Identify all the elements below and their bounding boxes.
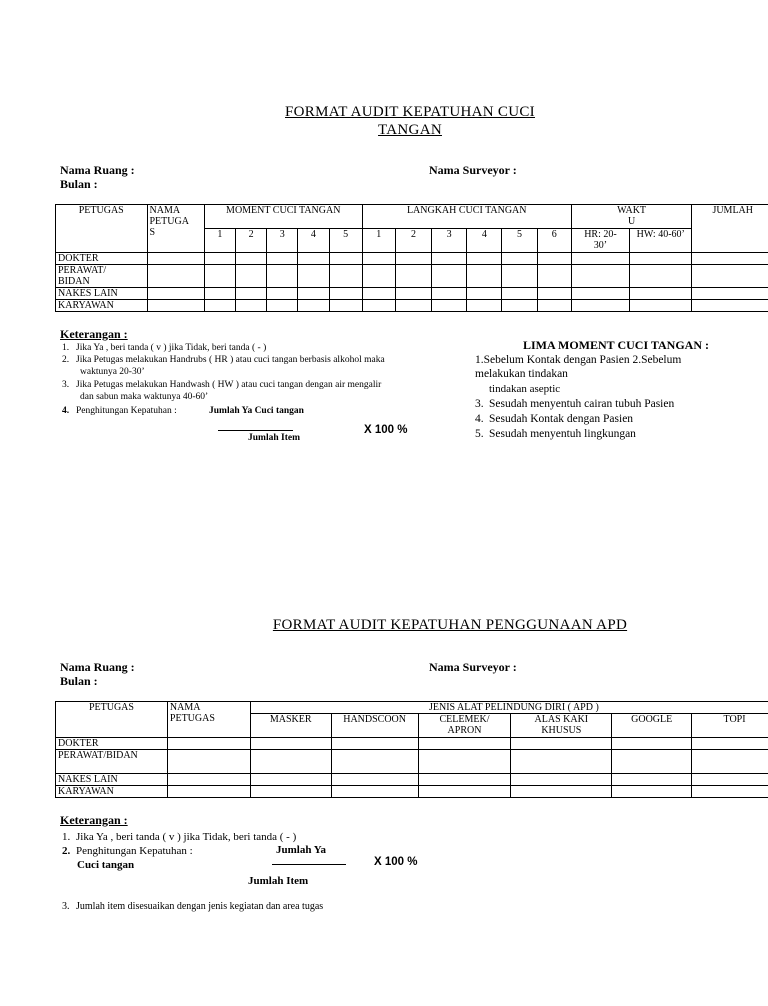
form2-times100: X 100 % bbox=[374, 856, 418, 868]
form1-note-3: 3. Jika Petugas melakukan Handwash ( HW ) atau cuci tangan dengan air mengalir bbox=[62, 380, 382, 390]
langkah-num: 3 bbox=[432, 229, 467, 253]
form1-times100: X 100 % bbox=[364, 424, 408, 436]
moment-num: 2 bbox=[235, 229, 266, 253]
header-moment: MOMENT CUCI TANGAN bbox=[204, 205, 362, 229]
header-langkah: LANGKAH CUCI TANGAN bbox=[362, 205, 571, 229]
lima-item-1c: tindakan aseptic bbox=[489, 383, 561, 395]
form1-note-2b: waktunya 20-30’ bbox=[80, 367, 145, 377]
form1-nama-ruang-label: Nama Ruang : bbox=[60, 163, 135, 177]
form1-denominator: Jumlah Item bbox=[248, 433, 300, 443]
form2-title: FORMAT AUDIT KEPATUHAN PENGGUNAAN APD bbox=[272, 617, 628, 633]
form2-note-3: 3. Jumlah item disesuaikan dengan jenis kegiatan dan area tugas bbox=[62, 901, 324, 912]
apd-header-petugas: PETUGAS bbox=[56, 702, 168, 738]
form2-denominator: Jumlah Item bbox=[248, 875, 309, 887]
lima-item-3: 3. Sesudah menyentuh cairan tubuh Pasien bbox=[475, 398, 675, 410]
row-label-perawat: PERAWAT/ BIDAN bbox=[56, 265, 148, 288]
form1-keterangan: Keterangan : bbox=[60, 327, 128, 341]
apd-col-topi: TOPI bbox=[692, 714, 768, 738]
header-petugas: PETUGAS bbox=[56, 205, 148, 253]
lima-item-1b: melakukan tindakan bbox=[475, 368, 568, 380]
langkah-num: 6 bbox=[537, 229, 571, 253]
apd-row-perawat: PERAWAT/BIDAN bbox=[56, 750, 168, 774]
form1-audit-table bbox=[55, 204, 768, 312]
row-label-dokter: DOKTER bbox=[56, 253, 148, 265]
form2-note-2: 2. Penghitungan Kepatuhan : bbox=[62, 845, 193, 857]
waktu-hw: HW: 40-60’ bbox=[630, 229, 692, 253]
langkah-num: 4 bbox=[467, 229, 502, 253]
form1-bulan-label: Bulan : bbox=[60, 177, 98, 191]
header-jumlah: JUMLAH bbox=[692, 205, 768, 253]
apd-row-karyawan: KARYAWAN bbox=[56, 786, 168, 798]
form2-note-1: 1. Jika Ya , beri tanda ( v ) jika Tidak, beri tanda ( - ) bbox=[62, 831, 297, 843]
moment-num: 1 bbox=[204, 229, 235, 253]
header-nama-petugas: NAMA PETUGA S bbox=[147, 205, 204, 253]
form2-apd-table bbox=[55, 701, 768, 798]
form1-note-1: 1. Jika Ya , beri tanda ( v ) jika Tidak, beri tanda ( - ) bbox=[62, 343, 267, 353]
apd-col-alas-kaki: ALAS KAKI KHUSUS bbox=[511, 714, 612, 738]
form1-note-3b: dan sabun maka waktunya 40-60’ bbox=[80, 392, 209, 402]
form2-numerator-b: Cuci tangan bbox=[77, 859, 135, 871]
apd-col-handscoon: HANDSCOON bbox=[331, 714, 418, 738]
form1-title-line2: TANGAN bbox=[378, 122, 442, 138]
apd-col-google: GOOGLE bbox=[612, 714, 692, 738]
apd-row-dokter: DOKTER bbox=[56, 738, 168, 750]
form2-fraction-line bbox=[272, 864, 346, 865]
form1-note-4: 4. Penghitungan Kepatuhan : bbox=[62, 406, 177, 416]
apd-header-jenis: JENIS ALAT PELINDUNG DIRI ( APD ) bbox=[250, 702, 768, 714]
waktu-hr: HR: 20- 30’ bbox=[571, 229, 629, 253]
lima-item-4: 4. Sesudah Kontak dengan Pasien bbox=[475, 413, 634, 425]
lima-moment-title: LIMA MOMENT CUCI TANGAN : bbox=[523, 338, 710, 352]
moment-num: 5 bbox=[329, 229, 362, 253]
moment-num: 3 bbox=[267, 229, 298, 253]
lima-item-1: 1.Sebelum Kontak dengan Pasien 2.Sebelum bbox=[475, 354, 682, 366]
form2-nama-surveyor-label: Nama Surveyor : bbox=[429, 660, 517, 674]
langkah-num: 5 bbox=[502, 229, 537, 253]
moment-num: 4 bbox=[298, 229, 329, 253]
form2-nama-ruang-label: Nama Ruang : bbox=[60, 660, 135, 674]
form2-keterangan: Keterangan : bbox=[60, 813, 128, 827]
form2-bulan-label: Bulan : bbox=[60, 674, 98, 688]
apd-row-nakes: NAKES LAIN bbox=[56, 774, 168, 786]
lima-item-5: 5. Sesudah menyentuh lingkungan bbox=[475, 428, 636, 440]
form1-numerator: Jumlah Ya Cuci tangan bbox=[209, 406, 304, 416]
apd-col-celemek: CELEMEK/ APRON bbox=[418, 714, 511, 738]
row-label-karyawan: KARYAWAN bbox=[56, 300, 148, 312]
apd-header-nama-petugas: NAMA PETUGAS bbox=[167, 702, 250, 738]
langkah-num: 1 bbox=[362, 229, 395, 253]
form1-note-2: 2. Jika Petugas melakukan Handrubs ( HR ) atau cuci tangan berbasis alkohol maka bbox=[62, 355, 385, 365]
form1-title-line1: FORMAT AUDIT KEPATUHAN CUCI bbox=[285, 104, 535, 120]
row-label-nakes: NAKES LAIN bbox=[56, 288, 148, 300]
form2-numerator-a: Jumlah Ya bbox=[276, 844, 327, 856]
form1-nama-surveyor-label: Nama Surveyor : bbox=[429, 163, 517, 177]
form1-fraction-line bbox=[218, 430, 293, 431]
header-waktu: WAKT U bbox=[571, 205, 692, 229]
langkah-num: 2 bbox=[395, 229, 431, 253]
apd-col-masker: MASKER bbox=[250, 714, 331, 738]
